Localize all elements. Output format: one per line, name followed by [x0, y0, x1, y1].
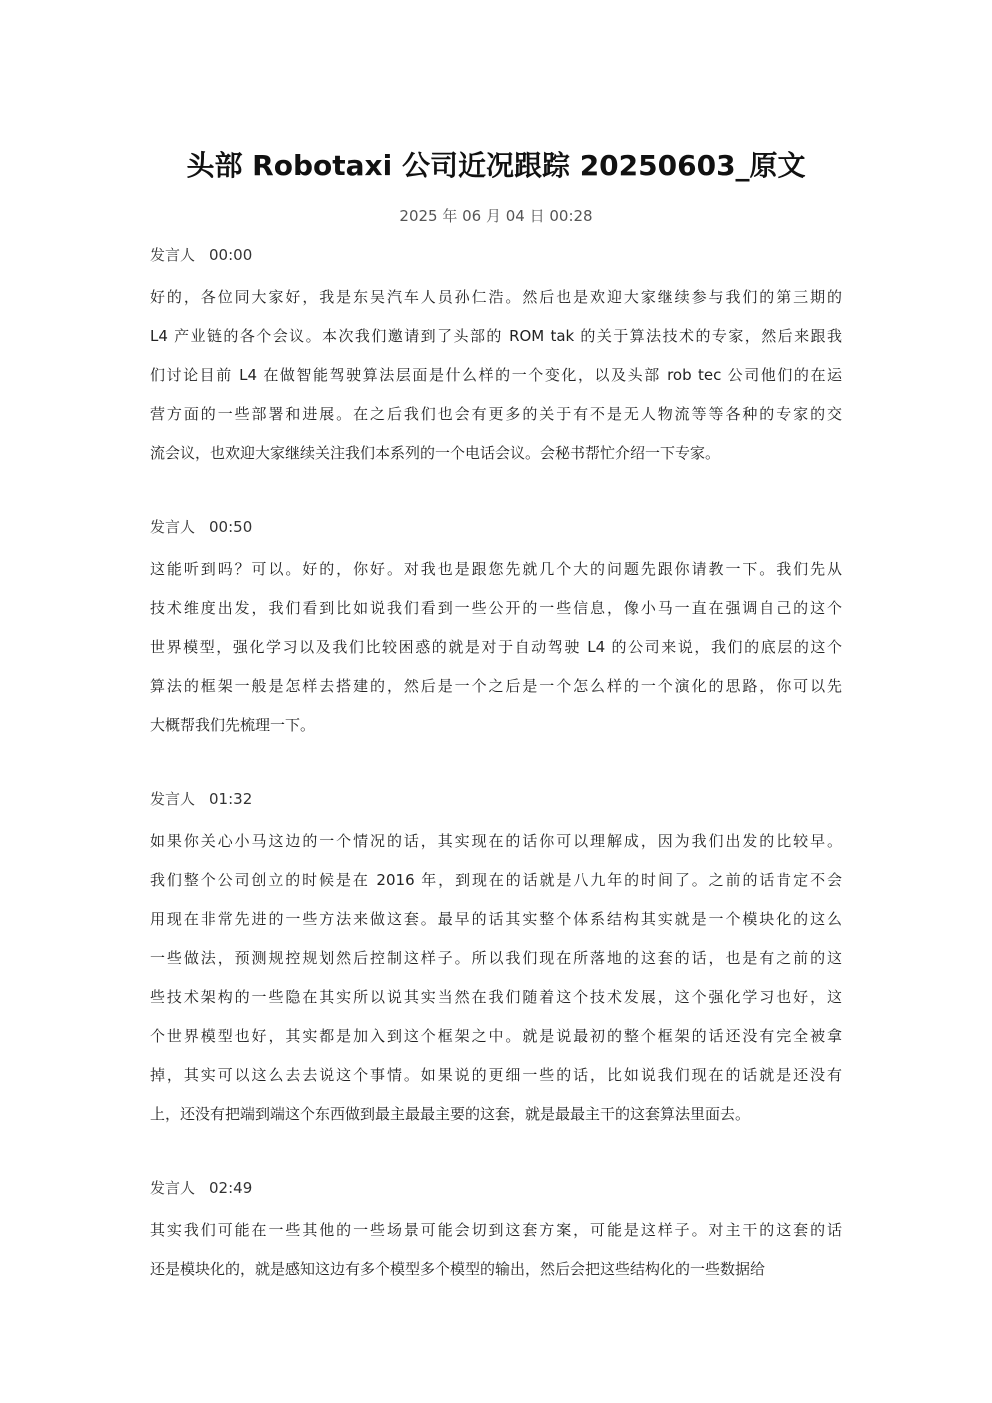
paragraph-line: L4 产业链的各个会议。本次我们邀请到了头部的 ROM tak 的关于算法技术的专家，然后来跟我	[150, 327, 842, 345]
paragraph-line: 掉，其实可以这么去去说这个事情。如果说的更细一些的话，比如说我们现在的话就是还没有	[150, 1066, 842, 1084]
paragraph-line: 用现在非常先进的一些方法来做这套。最早的话其实整个体系结构其实就是一个模块化的这么	[150, 910, 842, 928]
paragraph-line: 上，还没有把端到端这个东西做到最主最最主要的这套，就是最最主干的这套算法里面去。	[150, 1105, 751, 1123]
transcript-body	[150, 240, 842, 1328]
transcript-segment	[150, 1173, 842, 1289]
paragraph-line: 些技术架构的一些隐在其实所以说其实当然在我们随着这个技术发展，这个强化学习也好，这	[150, 988, 842, 1006]
paragraph-line: 其实我们可能在一些其他的一些场景可能会切到这套方案，可能是这样子。对主干的这套的话	[150, 1221, 842, 1239]
paragraph-line: 一些做法，预测规控规划然后控制这样子。所以我们现在所落地的这套的话，也是有之前的这	[150, 949, 842, 967]
timestamp: 00:00	[209, 246, 253, 264]
speaker-line	[150, 240, 842, 270]
speaker-name: 发言人	[150, 246, 196, 264]
paragraph-line: 如果你关心小马这边的一个情况的话，其实现在的话你可以理解成，因为我们出发的比较早。	[150, 832, 842, 850]
transcript-segment	[150, 512, 842, 745]
document-date: 2025 年 06 月 04 日 00:28	[399, 207, 593, 225]
paragraph-line: 我们整个公司创立的时候是在 2016 年，到现在的话就是八九年的时间了。之前的话肯定不会	[150, 871, 842, 889]
speech-paragraph	[150, 278, 842, 473]
speaker-name: 发言人	[150, 790, 196, 808]
speaker-line	[150, 784, 842, 814]
paragraph-line: 大概帮我们先梳理一下。	[150, 716, 316, 734]
paragraph-line: 流会议，也欢迎大家继续关注我们本系列的一个电话会议。会秘书帮忙介绍一下专家。	[150, 444, 721, 462]
paragraph-line: 营方面的一些部署和进展。在之后我们也会有更多的关于有不是无人物流等等各种的专家的交	[150, 405, 842, 423]
paragraph-line: 们讨论目前 L4 在做智能驾驶算法层面是什么样的一个变化，以及头部 rob tec 公司他们的在运	[150, 366, 842, 384]
speaker-name: 发言人	[150, 518, 196, 536]
transcript-segment	[150, 240, 842, 473]
speaker-name: 发言人	[150, 1179, 196, 1197]
speech-paragraph	[150, 822, 842, 1134]
paragraph-line: 世界模型，强化学习以及我们比较困惑的就是对于自动驾驶 L4 的公司来说，我们的底层的这个	[150, 638, 842, 656]
timestamp: 02:49	[209, 1179, 253, 1197]
paragraph-line: 算法的框架一般是怎样去搭建的，然后是一个之后是一个怎么样的一个演化的思路，你可以先	[150, 677, 842, 695]
timestamp: 00:50	[209, 518, 253, 536]
paragraph-line: 技术维度出发，我们看到比如说我们看到一些公开的一些信息，像小马一直在强调自己的这个	[150, 599, 842, 617]
transcript-segment	[150, 784, 842, 1134]
speech-paragraph	[150, 1211, 842, 1289]
document-title: 头部 Robotaxi 公司近况跟踪 20250603_原文	[186, 149, 806, 182]
paragraph-line: 这能听到吗？可以。好的，你好。对我也是跟您先就几个大的问题先跟你请教一下。我们先从	[150, 560, 842, 578]
timestamp: 01:32	[209, 790, 253, 808]
paragraph-line: 还是模块化的，就是感知这边有多个模型多个模型的输出，然后会把这些结构化的一些数据给	[150, 1260, 766, 1278]
speaker-line	[150, 512, 842, 542]
speech-paragraph	[150, 550, 842, 745]
paragraph-line: 个世界模型也好，其实都是加入到这个框架之中。就是说最初的整个框架的话还没有完全被拿	[150, 1027, 842, 1045]
paragraph-line: 好的，各位同大家好，我是东吴汽车人员孙仁浩。然后也是欢迎大家继续参与我们的第三期的	[150, 288, 842, 306]
speaker-line	[150, 1173, 842, 1203]
